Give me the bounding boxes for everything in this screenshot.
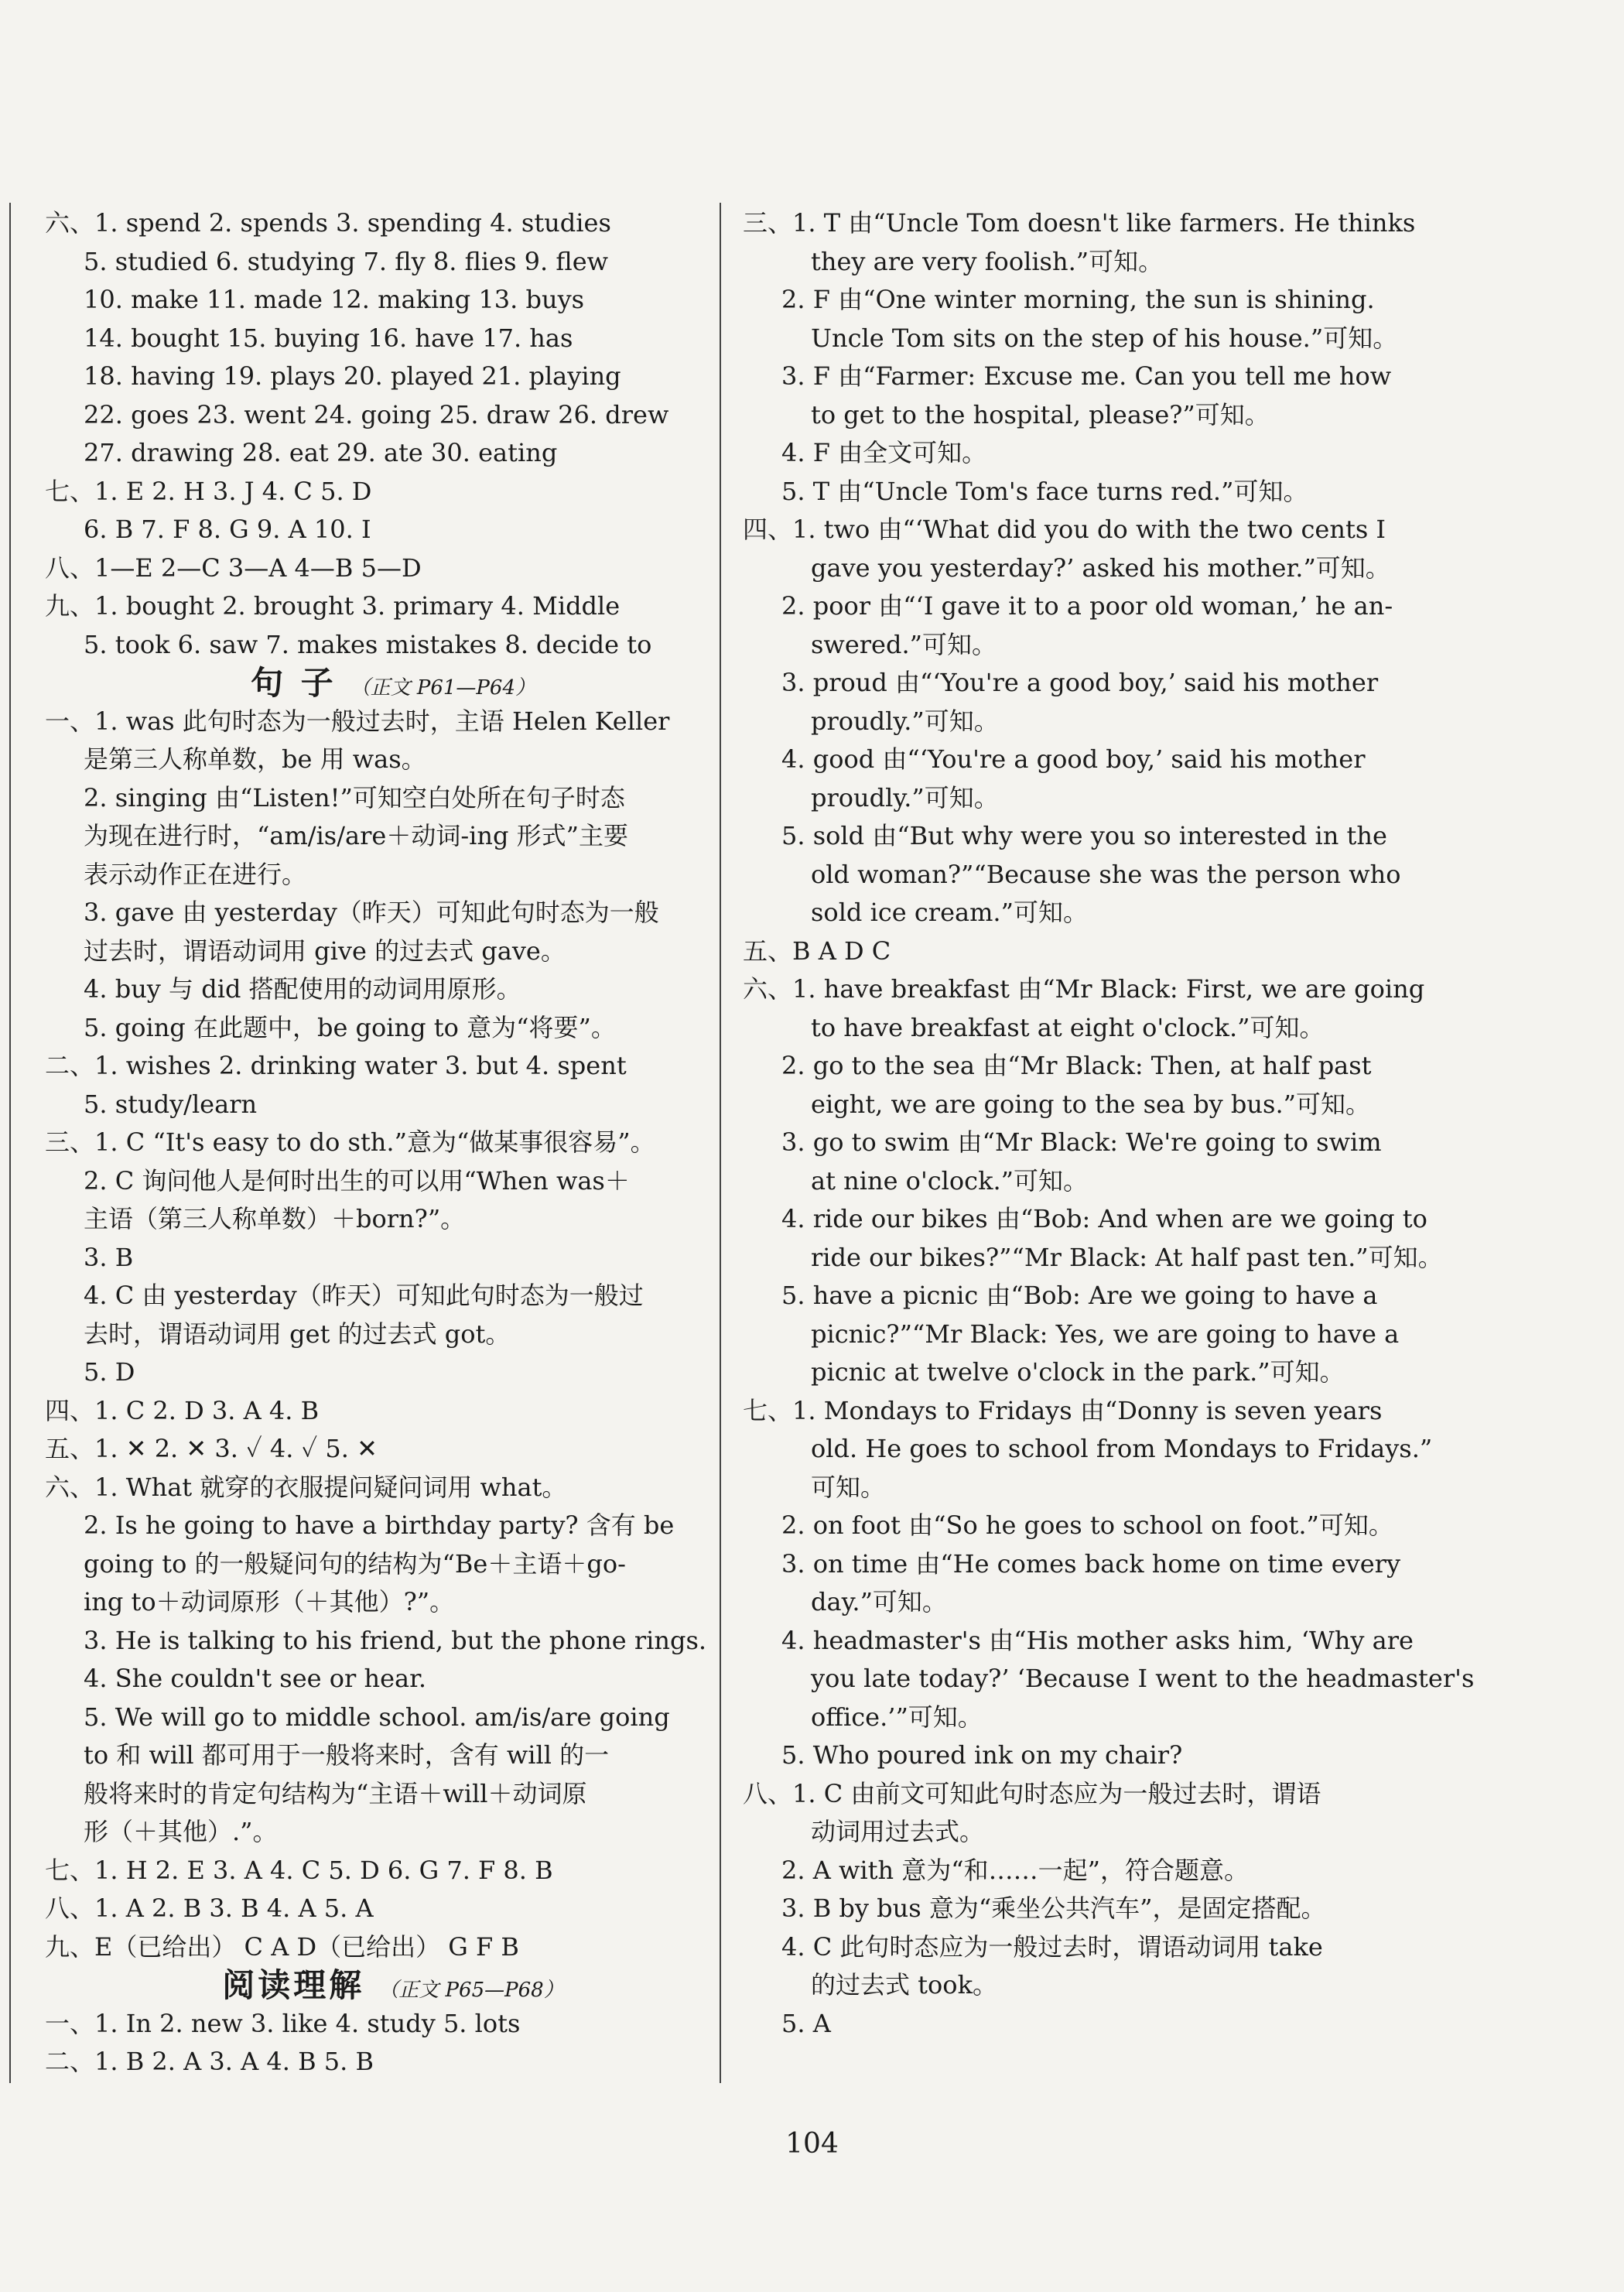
answer-line: day.”可知。 bbox=[811, 1587, 947, 1616]
answer-line: going to 的一般疑问句的结构为“Be＋主语＋go- bbox=[84, 1548, 626, 1579]
answer-line: office.’”可知。 bbox=[811, 1702, 983, 1732]
answer-line: 18. having 19. plays 20. played 21. playing bbox=[84, 361, 621, 391]
answer-line: 14. bought 15. buying 16. have 17. has bbox=[84, 323, 573, 353]
column-divider bbox=[720, 203, 721, 2083]
section-page-ref: （正文 P61—P64） bbox=[350, 676, 536, 700]
section-heading-sentence bbox=[45, 664, 695, 703]
answer-line: 5. study/learn bbox=[84, 1089, 258, 1119]
answer-line: 2. A with 意为“和……一起”，符合题意。 bbox=[781, 1855, 1249, 1885]
answer-line: 4. C 此句时态应为一般过去时，谓语动词用 take bbox=[781, 1931, 1323, 1962]
answer-line: eight, we are going to the sea by bus.”可知。 bbox=[811, 1089, 1370, 1119]
answer-line: 为现在进行时，“am/is/are＋动词-ing 形式”主要 bbox=[84, 821, 628, 850]
answer-line: 3. proud 由“‘You're a good boy,’ said his mother bbox=[781, 668, 1379, 697]
answer-line: they are very foolish.”可知。 bbox=[811, 246, 1164, 276]
answer-line: 2. C 询问他人是何时出生的可以用“When was＋ bbox=[84, 1165, 630, 1196]
answer-line: 五、B A D C bbox=[743, 936, 891, 966]
answer-line: to get to the hospital, please?”可知。 bbox=[811, 399, 1270, 429]
answer-line: 3. F 由“Farmer: Excuse me. Can you tell me how bbox=[781, 361, 1392, 391]
answer-line: 3. go to swim 由“Mr Black: We're going to swim bbox=[781, 1127, 1382, 1157]
answer-line: 3. B bbox=[84, 1242, 134, 1272]
answer-line: 四、1. two 由“‘What did you do with the two cents I bbox=[743, 515, 1386, 544]
section-title: 阅读理解 bbox=[222, 1966, 365, 2004]
answer-line: 5. We will go to middle school. am/is/are going bbox=[84, 1702, 670, 1732]
answer-line: 5. sold 由“But why were you so interested in the bbox=[781, 821, 1387, 850]
answer-line: 三、1. C “It's easy to do sth.”意为“做某事很容易”。 bbox=[45, 1127, 655, 1157]
answer-line: 5. T 由“Uncle Tom's face turns red.”可知。 bbox=[781, 476, 1308, 506]
answer-line: 六、1. What 就穿的衣服提问疑问词用 what。 bbox=[45, 1472, 567, 1502]
page-number: 104 bbox=[785, 2128, 839, 2160]
answer-line: 七、1. E 2. H 3. J 4. C 5. D bbox=[45, 476, 372, 506]
answer-line: at nine o'clock.”可知。 bbox=[811, 1165, 1089, 1196]
answer-line: 4. C 由 yesterday（昨天）可知此句时态为一般过 bbox=[84, 1281, 644, 1310]
answer-line: 的过去式 took。 bbox=[811, 1970, 997, 2000]
answer-line: 九、E（已给出） C A D（已给出） G F B bbox=[45, 1931, 519, 1962]
answer-line: 六、1. have breakfast 由“Mr Black: First, we are going bbox=[743, 974, 1425, 1004]
answer-line: 2. poor 由“‘I gave it to a poor old woman,’ he an- bbox=[781, 591, 1393, 621]
answer-line: old. He goes to school from Mondays to Fridays.” bbox=[811, 1434, 1433, 1463]
answer-line: 3. He is talking to his friend, but the phone rings. bbox=[84, 1625, 707, 1655]
answer-line: swered.”可知。 bbox=[811, 629, 997, 659]
answer-line: 5. took 6. saw 7. makes mistakes 8. decide to bbox=[84, 629, 652, 659]
answer-line: 表示动作正在进行。 bbox=[84, 859, 307, 889]
answer-line: 去时，谓语动词用 get 的过去式 got。 bbox=[84, 1319, 511, 1349]
answer-line: 七、1. Mondays to Fridays 由“Donny is seven years bbox=[743, 1395, 1383, 1425]
answer-line: 主语（第三人称单数）＋born?”。 bbox=[84, 1204, 466, 1233]
answer-line: 形（＋其他）.”。 bbox=[84, 1817, 278, 1846]
answer-line: 5. Who poured ink on my chair? bbox=[781, 1740, 1183, 1770]
answer-line: 5. have a picnic 由“Bob: Are we going to have a bbox=[781, 1281, 1378, 1310]
answer-line: 过去时，谓语动词用 give 的过去式 gave。 bbox=[84, 936, 566, 966]
answer-line: 般将来时的肯定句结构为“主语＋will＋动词原 bbox=[84, 1778, 587, 1808]
answer-line: 4. good 由“‘You're a good boy,’ said his mother bbox=[781, 744, 1366, 774]
answer-line: gave you yesterday?’ asked his mother.”可知。 bbox=[811, 552, 1390, 583]
answer-line: 5. A bbox=[781, 2008, 831, 2038]
answer-line: 七、1. H 2. E 3. A 4. C 5. D 6. G 7. F 8. B bbox=[45, 1855, 553, 1885]
answer-line: 一、1. In 2. new 3. like 4. study 5. lots bbox=[45, 2008, 521, 2038]
section-page-ref: （正文 P65—P68） bbox=[378, 1979, 564, 2002]
section-heading-reading bbox=[45, 1966, 695, 2005]
answer-line: you late today?’ ‘Because I went to the headmaster's bbox=[811, 1664, 1475, 1693]
right-column bbox=[743, 204, 1475, 2043]
answer-line: 3. B by bus 意为“乘坐公共汽车”，是固定搭配。 bbox=[781, 1893, 1326, 1923]
answer-line: 2. F 由“One winter morning, the sun is shining. bbox=[781, 285, 1375, 314]
section-title: 句 子 bbox=[250, 664, 337, 702]
answer-line: ride our bikes?”“Mr Black: At half past ten.”可知。 bbox=[811, 1242, 1443, 1272]
answer-line: ing to＋动词原形（＋其他）?”。 bbox=[84, 1587, 455, 1616]
answer-line: 6. B 7. F 8. G 9. A 10. I bbox=[84, 515, 371, 544]
answer-line: picnic at twelve o'clock in the park.”可知。 bbox=[811, 1357, 1345, 1387]
answer-line: 5. going 在此题中，be going to 意为“将要”。 bbox=[84, 1012, 616, 1042]
answer-line: proudly.”可知。 bbox=[811, 782, 999, 812]
answer-line: 九、1. bought 2. brought 3. primary 4. Middle bbox=[45, 591, 621, 621]
answer-line: 4. ride our bikes 由“Bob: And when are we going to bbox=[781, 1204, 1427, 1233]
left-margin-rule bbox=[9, 203, 11, 2083]
answer-line: 四、1. C 2. D 3. A 4. B bbox=[45, 1395, 320, 1425]
answer-line: 八、1. C 由前文可知此句时态应为一般过去时，谓语 bbox=[743, 1778, 1321, 1808]
answer-line: 可知。 bbox=[811, 1472, 886, 1502]
answer-line: 二、1. wishes 2. drinking water 3. but 4. spent bbox=[45, 1051, 627, 1080]
answer-line: 二、1. B 2. A 3. A 4. B 5. B bbox=[45, 2047, 374, 2076]
answer-line: old woman?”“Because she was the person who bbox=[811, 859, 1401, 889]
answer-line: 4. buy 与 did 搭配使用的动词用原形。 bbox=[84, 974, 521, 1004]
left-column bbox=[45, 204, 707, 2082]
answer-line: to 和 will 都可用于一般将来时，含有 will 的一 bbox=[84, 1740, 610, 1770]
answer-line: 2. on foot 由“So he goes to school on foot.”可知。 bbox=[781, 1510, 1393, 1540]
answer-line: 三、1. T 由“Uncle Tom doesn't like farmers. He thinks bbox=[743, 208, 1416, 238]
answer-line: 是第三人称单数，be 用 was。 bbox=[84, 744, 426, 774]
answer-line: proudly.”可知。 bbox=[811, 706, 999, 736]
answer-line: 八、1—E 2—C 3—A 4—B 5—D bbox=[45, 552, 422, 583]
answer-line: 4. headmaster's 由“His mother asks him, ‘Why are bbox=[781, 1625, 1414, 1655]
answer-line: picnic?”“Mr Black: Yes, we are going to have a bbox=[811, 1319, 1400, 1349]
answer-line: 六、1. spend 2. spends 3. spending 4. studies bbox=[45, 208, 611, 238]
answer-line: to have breakfast at eight o'clock.”可知。 bbox=[811, 1012, 1325, 1042]
answer-line: 动词用过去式。 bbox=[811, 1817, 985, 1846]
answer-line: 一、1. was 此句时态为一般过去时，主语 Helen Keller bbox=[45, 706, 670, 736]
answer-line: 3. on time 由“He comes back home on time every bbox=[781, 1548, 1401, 1579]
answer-line: 22. goes 23. went 24. going 25. draw 26. drew bbox=[84, 399, 669, 429]
answer-line: 2. Is he going to have a birthday party? 含有 be bbox=[84, 1510, 675, 1540]
answer-line: 10. make 11. made 12. making 13. buys bbox=[84, 285, 585, 314]
answer-line: 八、1. A 2. B 3. B 4. A 5. A bbox=[45, 1893, 374, 1923]
answer-line: 5. D bbox=[84, 1357, 135, 1387]
answer-line: sold ice cream.”可知。 bbox=[811, 898, 1088, 927]
answer-line: 2. go to the sea 由“Mr Black: Then, at half past bbox=[781, 1051, 1372, 1080]
answer-line: 2. singing 由“Listen!”可知空白处所在句子时态 bbox=[84, 782, 625, 812]
answer-line: 5. studied 6. studying 7. fly 8. flies 9. flew bbox=[84, 246, 609, 276]
answer-line: 五、1. ✕ 2. ✕ 3. ✓ 4. ✓ 5. ✕ bbox=[45, 1434, 378, 1463]
answer-line: 4. F 由全文可知。 bbox=[781, 438, 987, 467]
answer-line: 3. gave 由 yesterday（昨天）可知此句时态为一般 bbox=[84, 898, 659, 927]
answer-line: 27. drawing 28. eat 29. ate 30. eating bbox=[84, 438, 558, 467]
answer-line: 4. She couldn't see or hear. bbox=[84, 1664, 427, 1693]
answer-line: Uncle Tom sits on the step of his house.”可知。 bbox=[811, 323, 1398, 353]
